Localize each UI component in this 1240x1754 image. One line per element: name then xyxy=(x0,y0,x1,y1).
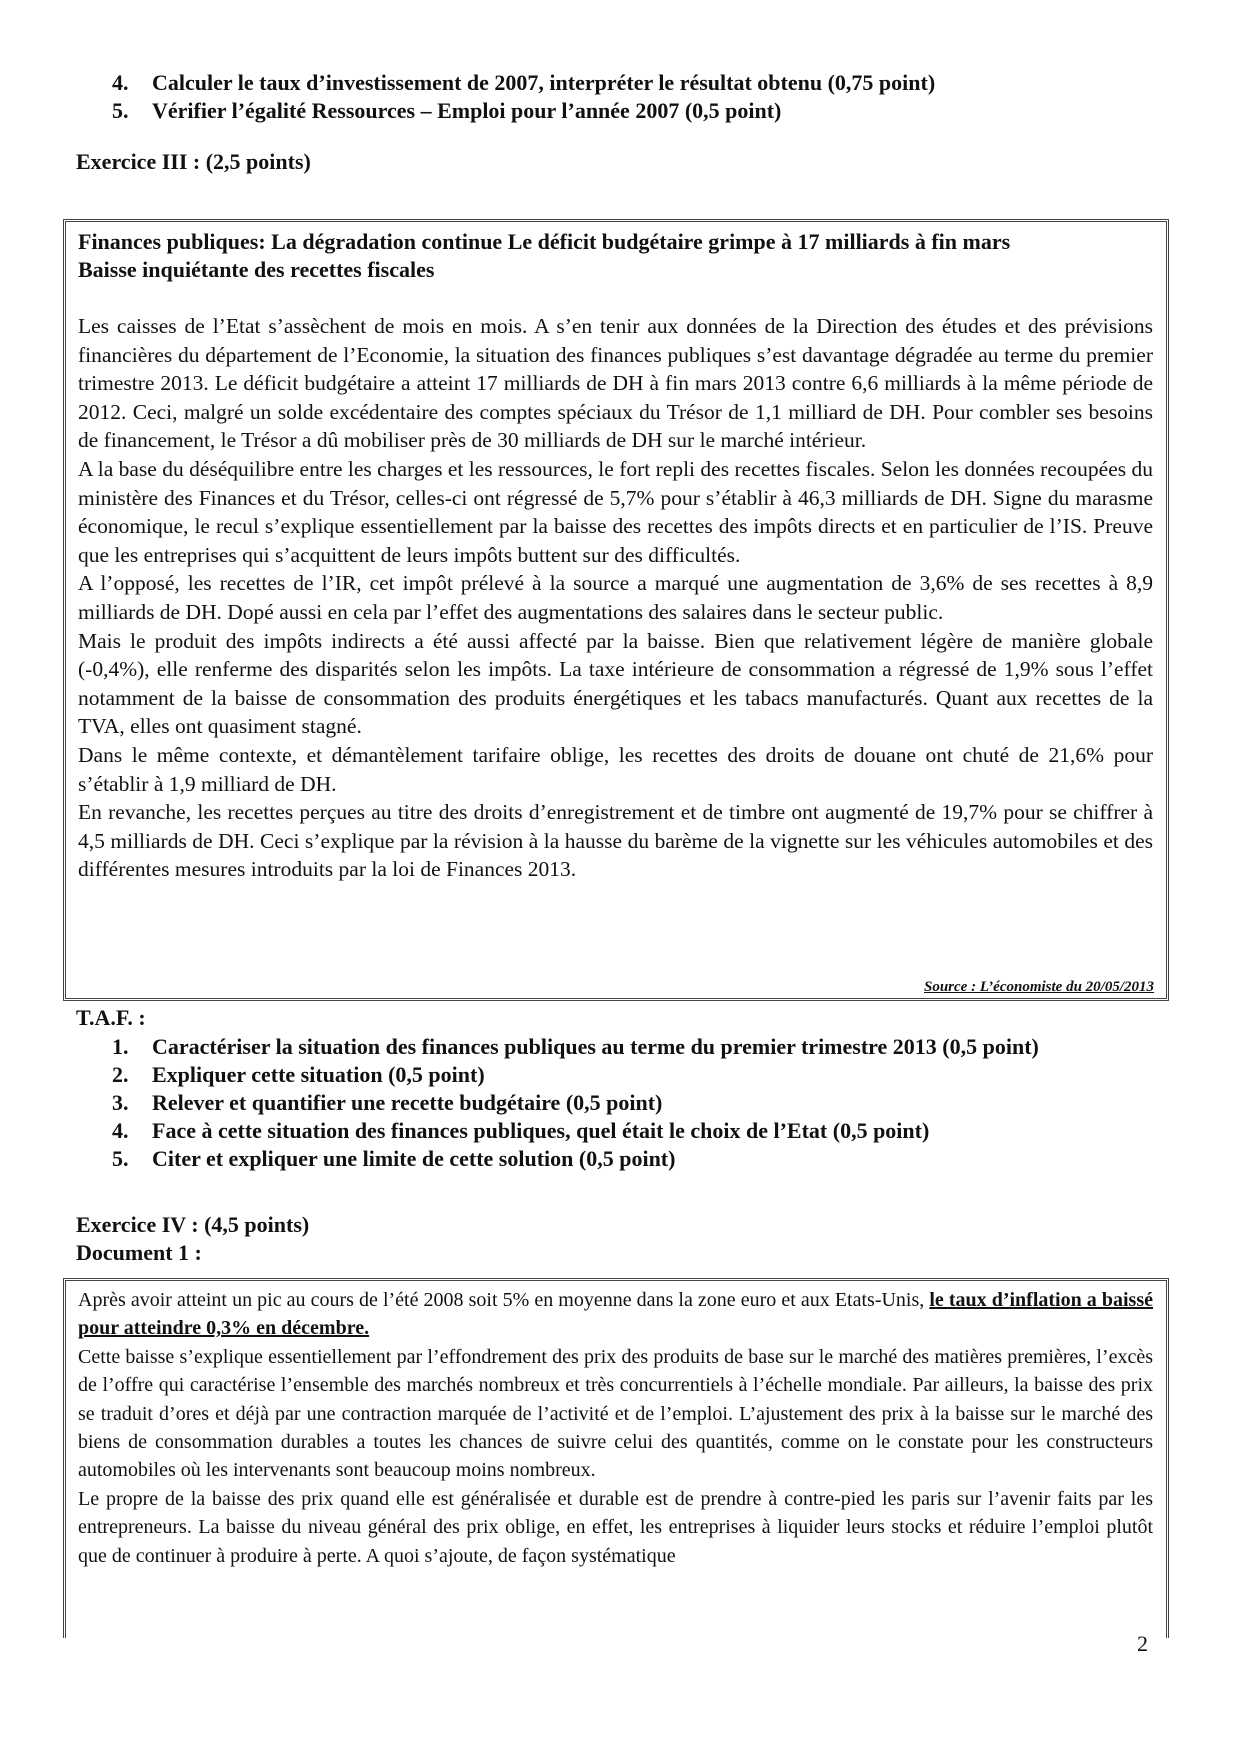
document-paragraph: Après avoir atteint un pic au cours de l’été 2008 soit 5% en moyenne dans la zone euro et aux Etats-Unis, le taux d’inflation a baissé pour atteindre 0,3% en décembre. xyxy=(78,1289,1154,1340)
article-source: Source : L’économiste du 20/05/2013 xyxy=(924,979,1154,995)
exercise-3-heading: Exercice III : (2,5 points) xyxy=(76,149,311,174)
question-item: 4. Calculer le taux d’investissement de 2007, interpréter le résultat obtenu (0,75 point) xyxy=(112,70,936,95)
question-item: 4. Face à cette situation des finances publiques, quel était le choix de l’Etat (0,5 point) xyxy=(112,1118,930,1143)
article-paragraph: Dans le même contexte, et démantèlement tarifaire oblige, les recettes des droits de douane ont chuté de 21,6% pour s’établir à 1,9 milliard de DH. xyxy=(78,742,1153,796)
question-item: 5. Vérifier l’égalité Ressources – Emploi pour l’année 2007 (0,5 point) xyxy=(112,98,782,123)
spacer xyxy=(78,284,1153,312)
article-paragraph: En revanche, les recettes perçues au titre des droits d’enregistrement et de timbre ont augmenté de 19,7% pour se chiffrer à 4,5 milliards de DH. Ceci s’explique par la révision à la hausse du barème de la vignette sur les véhicules automobiles et des différentes mesures introduits par la loi de Finances 2013. xyxy=(78,800,1153,882)
article-box xyxy=(63,219,1169,1001)
exercise-4-heading: Exercice IV : (4,5 points) xyxy=(76,1212,310,1237)
page-number: 2 xyxy=(1137,1631,1148,1656)
question-item: 1. Caractériser la situation des finances publiques au terme du premier trimestre 2013 (0,5 point) xyxy=(112,1034,1039,1059)
highlighted-text: le taux d’inflation a baissé pour atteindre 0,3% en décembre. xyxy=(78,1289,1154,1340)
top-question-list xyxy=(112,69,1162,125)
document-1-box xyxy=(63,1278,1169,1638)
article-paragraph: Les caisses de l’Etat s’assèchent de mois en mois. A s’en tenir aux données de la Direction des études et des prévisions financières du département de l’Economie, la situation des finances publiques s’est davantage dégradée au terme du premier trimestre 2013. Le déficit budgétaire a atteint 17 milliards de DH à fin mars 2013 contre 6,6 milliards à la même période de 2012. Ceci, malgré un solde excédentaire des comptes spéciaux du Trésor de 1,1 milliard de DH. Pour combler ses besoins de financement, le Trésor a dû mobiliser près de 30 milliards de DH sur le marché intérieur. xyxy=(78,314,1153,453)
taf-question-list xyxy=(112,1033,1162,1173)
question-item: 2. Expliquer cette situation (0,5 point) xyxy=(112,1062,485,1087)
document-paragraph: Le propre de la baisse des prix quand elle est généralisée et durable est de prendre à contre-pied les paris sur l’avenir faits par les entrepreneurs. La baisse du niveau général des prix oblige, en effet, les entreprises à liquider leurs stocks et réduire l’emploi plutôt que de continuer à produire à perte. A quoi s’ajoute, de façon systématique xyxy=(78,1487,1153,1567)
document-1-label: Document 1 : xyxy=(76,1240,202,1265)
question-item: 5. Citer et expliquer une limite de cette solution (0,5 point) xyxy=(112,1146,676,1171)
document-paragraph: Cette baisse s’explique essentiellement par l’effondrement des prix des produits de base sur le marché des matières premières, l’excès de l’offre qui caractérise l’ensemble des marchés nombreux et très concurrentiels à l’échelle mondiale. Par ailleurs, la baisse des prix se traduit d’ores et déjà par une contraction marquée de l’activité et de l’emploi. L’ajustement des prix à la baisse sur le marché des biens de consommation durables a toutes les chances de suivre celui des quantités, comme on le constate pour les constructeurs automobiles où les intervenants sont beaucoup moins nombreux. xyxy=(78,1345,1153,1482)
article-title-line-1: Finances publiques: La dégradation continue Le déficit budgétaire grimpe à 17 milliards à fin mars xyxy=(78,229,1011,254)
article-title-line-2: Baisse inquiétante des recettes fiscales xyxy=(78,257,435,282)
question-item: 3. Relever et quantifier une recette budgétaire (0,5 point) xyxy=(112,1090,663,1115)
article-paragraph: A la base du déséquilibre entre les charges et les ressources, le fort repli des recettes fiscales. Selon les données recoupées du ministère des Finances et du Trésor, celles-ci ont régressé de 5,7% pour s’établir à 46,3 milliards de DH. Signe du marasme économique, le recul s’explique essentiellement par la baisse des recettes des impôts directs et en particulier de l’IS. Preuve que les entreprises qui s’acquittent de leurs impôts buttent sur des difficultés. xyxy=(78,456,1153,567)
article-paragraph: Mais le produit des impôts indirects a été aussi affecté par la baisse. Bien que relativement légère de manière globale (-0,4%), elle renferme des disparités selon les impôts. La taxe intérieure de consommation a régressé de 1,9% sous l’effet notamment de la baisse de consommation des produits énergétiques et les tabacs manufacturés. Quant aux recettes de la TVA, elles ont quasiment stagné. xyxy=(78,628,1153,739)
taf-label: T.A.F. : xyxy=(76,1005,146,1030)
article-paragraph: A l’opposé, les recettes de l’IR, cet impôt prélevé à la source a marqué une augmentation de 3,6% de ses recettes à 8,9 milliards de DH. Dopé aussi en cela par l’effet des augmentations des salaires dans le secteur public. xyxy=(78,571,1153,624)
